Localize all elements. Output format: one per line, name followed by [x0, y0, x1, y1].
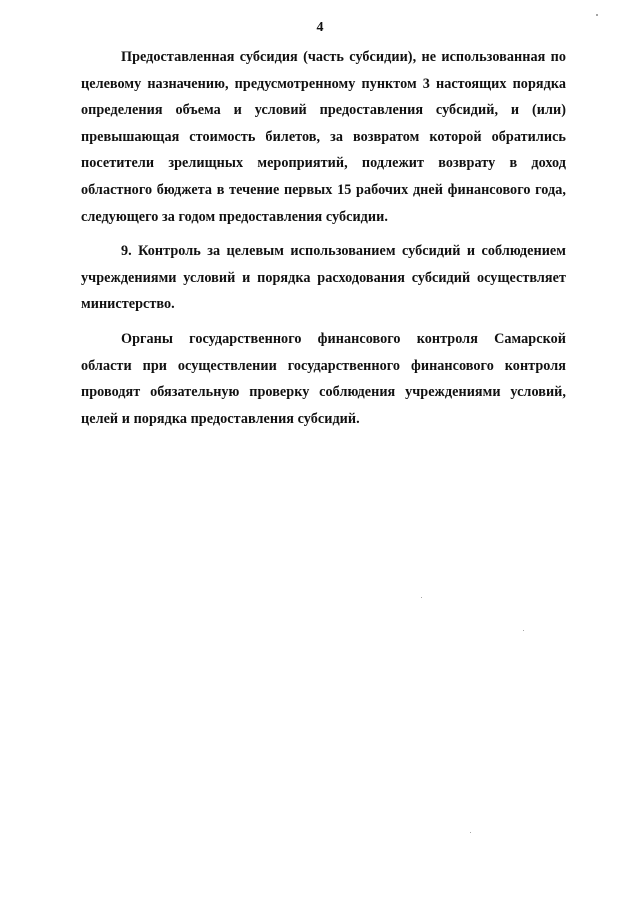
scan-speck: [421, 597, 422, 598]
scan-speck: [470, 832, 471, 833]
scan-speck: [596, 14, 598, 16]
page-number: 4: [316, 20, 324, 35]
paragraph-control-clause-9: 9. Контроль за целевым использованием субсидий и соблюдением учреждениями условий и порядка расходования субсидий осуществляет министерство.: [81, 243, 566, 313]
paragraph-financial-control: Органы государственного финансового контроля Самарской области при осуществлении государственного финансового контроля проводят обязательную проверку соблюдения учреждениями условий, целей и порядка предоставления субсидий.: [81, 330, 566, 427]
document-body: [81, 44, 566, 440]
scan-speck: [523, 630, 524, 631]
paragraph-subsidy-return: Предоставленная субсидия (часть субсидии), не использованная по целевому назначению, предусмотренному пунктом 3 настоящих порядка определения объема и условий предоставления субсидий, и (или) превышающая стоимость билетов, за возвратом которой обратились посетители зрелищных мероприятий, подлежит возврату в доход областного бюджета в течение первых 15 рабочих дней финансового года, следующего за годом предоставления субсидии.: [81, 49, 566, 225]
